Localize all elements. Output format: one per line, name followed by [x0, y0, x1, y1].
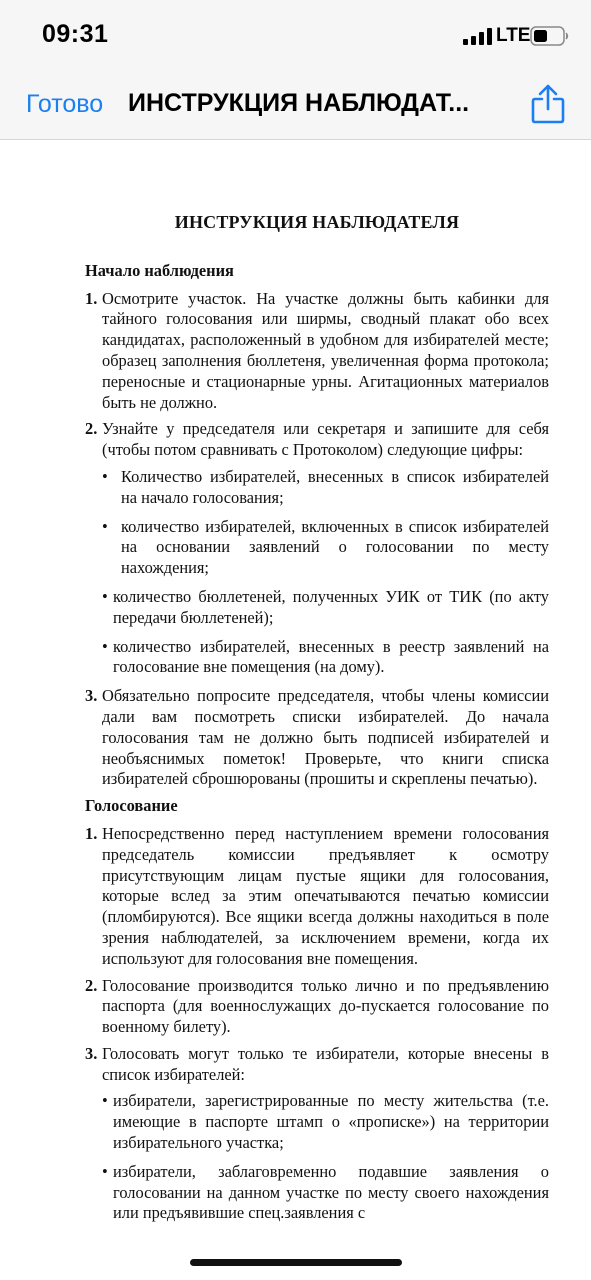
bullet-icon: • — [102, 1091, 108, 1111]
sub-item-text: избиратели, заблаговременно подавшие заявления о голосовании на данном участке по месту своего нахождения или предъявившие спец.заявления с — [113, 1161, 549, 1223]
item-number: 3. — [85, 1043, 98, 1063]
battery-icon — [530, 26, 570, 46]
list-item — [85, 976, 549, 1038]
item-number: 1. — [85, 288, 98, 308]
sub-item-text: количество избирателей, включенных в список избирателей на основании заявлений о голосовании по месту нахождения; — [121, 516, 549, 578]
item-text: Голосовать могут только те избиратели, которые внесены в список избирателей: — [102, 1043, 549, 1084]
sub-item-text: количество избирателей, внесенных в реестр заявлений на голосование вне помещения (на дому). — [113, 636, 549, 677]
list-item — [85, 419, 549, 461]
document-heading: ИНСТРУКЦИЯ НАБЛЮДАТЕЛЯ — [174, 212, 460, 232]
share-icon[interactable] — [530, 84, 566, 124]
done-button[interactable]: Готово — [26, 90, 104, 118]
sub-item-text: количество бюллетеней, полученных УИК от ТИК (по акту передачи бюллетеней); — [113, 586, 549, 627]
item-number: 1. — [85, 823, 98, 843]
navigation-bar — [0, 72, 591, 140]
item-text: Непосредственно перед наступлением времени голосования председатель комиссии предъявляет к осмотру присутствующим лицам пустые ящики для голосования, которые вслед за этим опечатываются печатью комиссии (пломбируются). Все ящики всегда должны находиться в поле зрения наблюдателей, за исключением времени, когда их используют для голосования вне помещения. — [102, 823, 549, 968]
bullet-icon: • — [102, 466, 108, 486]
item-number: 2. — [85, 975, 98, 995]
home-indicator[interactable] — [190, 1259, 402, 1266]
list-item — [85, 824, 549, 970]
document-page — [85, 212, 549, 1232]
item-text: Обязательно попросите председателя, чтобы члены комиссии дали вам посмотреть списки избирателей. До начала голосования там не должно быть подписей избирателей и необъяснимых пометок! Проверьте, что книги списка избирателей сброшюрованы (прошиты и скреплены печатью). — [102, 686, 549, 789]
sub-item-text: Количество избирателей, внесенных в список избирателей на начало голосования; — [121, 466, 549, 507]
signal-bars-icon — [463, 28, 493, 45]
item-text: Голосование производится только лично и по предъявлению паспорта (для военнослужащих до-пускается голосование по военному билету). — [102, 975, 549, 1037]
bullet-icon: • — [102, 636, 108, 656]
sub-list-item — [102, 637, 549, 679]
status-time: 09:31 — [42, 20, 109, 48]
sub-list-item — [102, 467, 549, 509]
bullet-icon: • — [102, 1161, 108, 1181]
status-bar — [0, 0, 591, 72]
sub-list-item — [102, 1091, 549, 1153]
section-heading: Голосование — [85, 796, 178, 816]
item-text: Узнайте у председателя или секретаря и запишите для себя (чтобы потом сравнивать с Протоколом) следующие цифры: — [102, 419, 549, 460]
list-item — [85, 686, 549, 790]
item-text: Осмотрите участок. На участке должны быть кабинки для тайного голосования или ширмы, сводный плакат обо всех кандидатах, расположенный в удобном для избирателей месте; образец заполнения бюллетеня, увеличенная форма протокола; переносные и стационарные урны. Агитационных материалов быть не должно. — [102, 288, 549, 412]
list-item — [85, 1044, 549, 1086]
bullet-icon: • — [102, 586, 108, 606]
section-heading: Начало наблюдения — [85, 260, 234, 280]
document-title: ИНСТРУКЦИЯ НАБЛЮДАТ... — [128, 89, 470, 117]
sub-list-item — [102, 517, 549, 579]
bullet-icon: • — [102, 516, 108, 536]
list-item — [85, 289, 549, 414]
sub-list-item — [102, 587, 549, 629]
network-type-label: LTE — [496, 25, 531, 46]
item-number: 3. — [85, 686, 98, 706]
sub-list-item — [102, 1162, 549, 1224]
item-number: 2. — [85, 419, 98, 439]
sub-item-text: избиратели, зарегистрированные по месту жительства (т.е. имеющие в паспорте штамп о «прописке») на территории избирательного участка; — [113, 1091, 549, 1153]
